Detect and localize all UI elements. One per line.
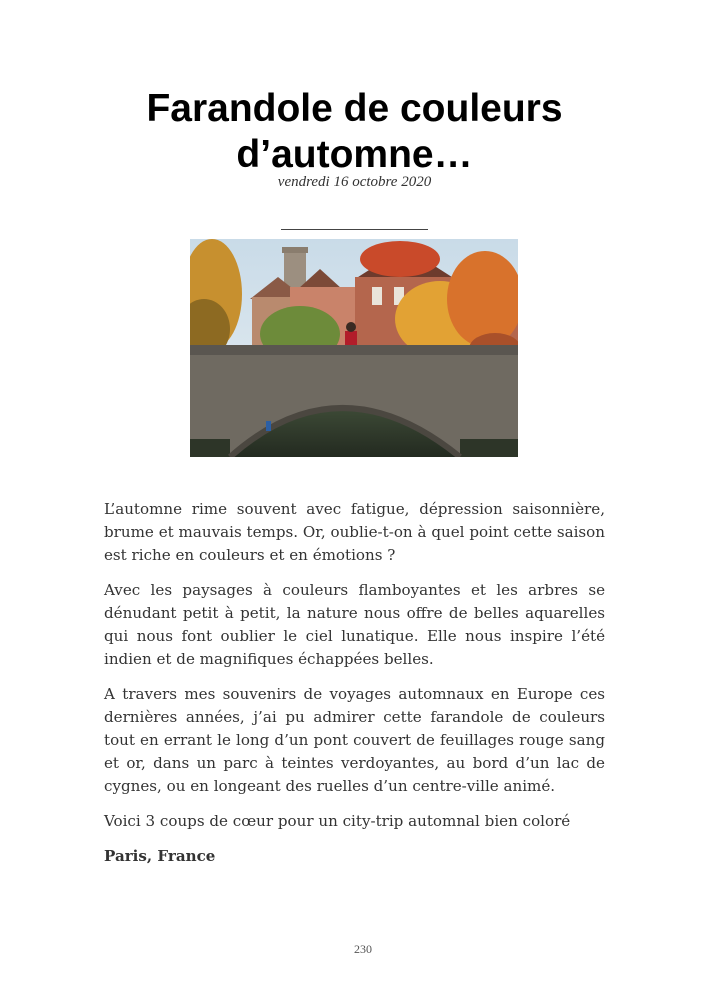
paragraph-2: Avec les paysages à couleurs flamboyantes et les arbres se dénudant petit à petit, la nature nous offre de belles aquarelles qui nous font oublier le ciel lunatique. Elle nous inspire l’été indien et de magnifiques échappées belles. [104, 581, 605, 668]
article-body [104, 498, 605, 880]
page-title [0, 86, 709, 178]
autumn-bridge-photo [190, 239, 518, 457]
section-heading: Paris, France [104, 847, 216, 865]
separator-line [281, 229, 428, 230]
publish-date: vendredi 16 octobre 2020 [277, 174, 432, 190]
paragraph-3: A travers mes souvenirs de voyages automnaux en Europe ces dernières années, j’ai pu admirer cette farandole de couleurs tout en errant le long d’un pont couvert de feuillages rouge sang et or, dans un parc à teintes verdoyantes, au bord d’un lac de cygnes, ou en longeant des ruelles d’un centre-ville animé. [104, 685, 605, 795]
title-line-1: Farandole de couleurs [146, 87, 563, 130]
page-number: 230 [354, 942, 372, 956]
paragraph-4: Voici 3 coups de cœur pour un city-trip automnal bien coloré [104, 812, 571, 830]
paragraph-1: L’automne rime souvent avec fatigue, dépression saisonnière, brume et mauvais temps. Or, oublie-t-on à quel point cette saison est riche en couleurs et en émotions ? [104, 500, 605, 564]
title-line-2: d’automne… [236, 133, 473, 176]
